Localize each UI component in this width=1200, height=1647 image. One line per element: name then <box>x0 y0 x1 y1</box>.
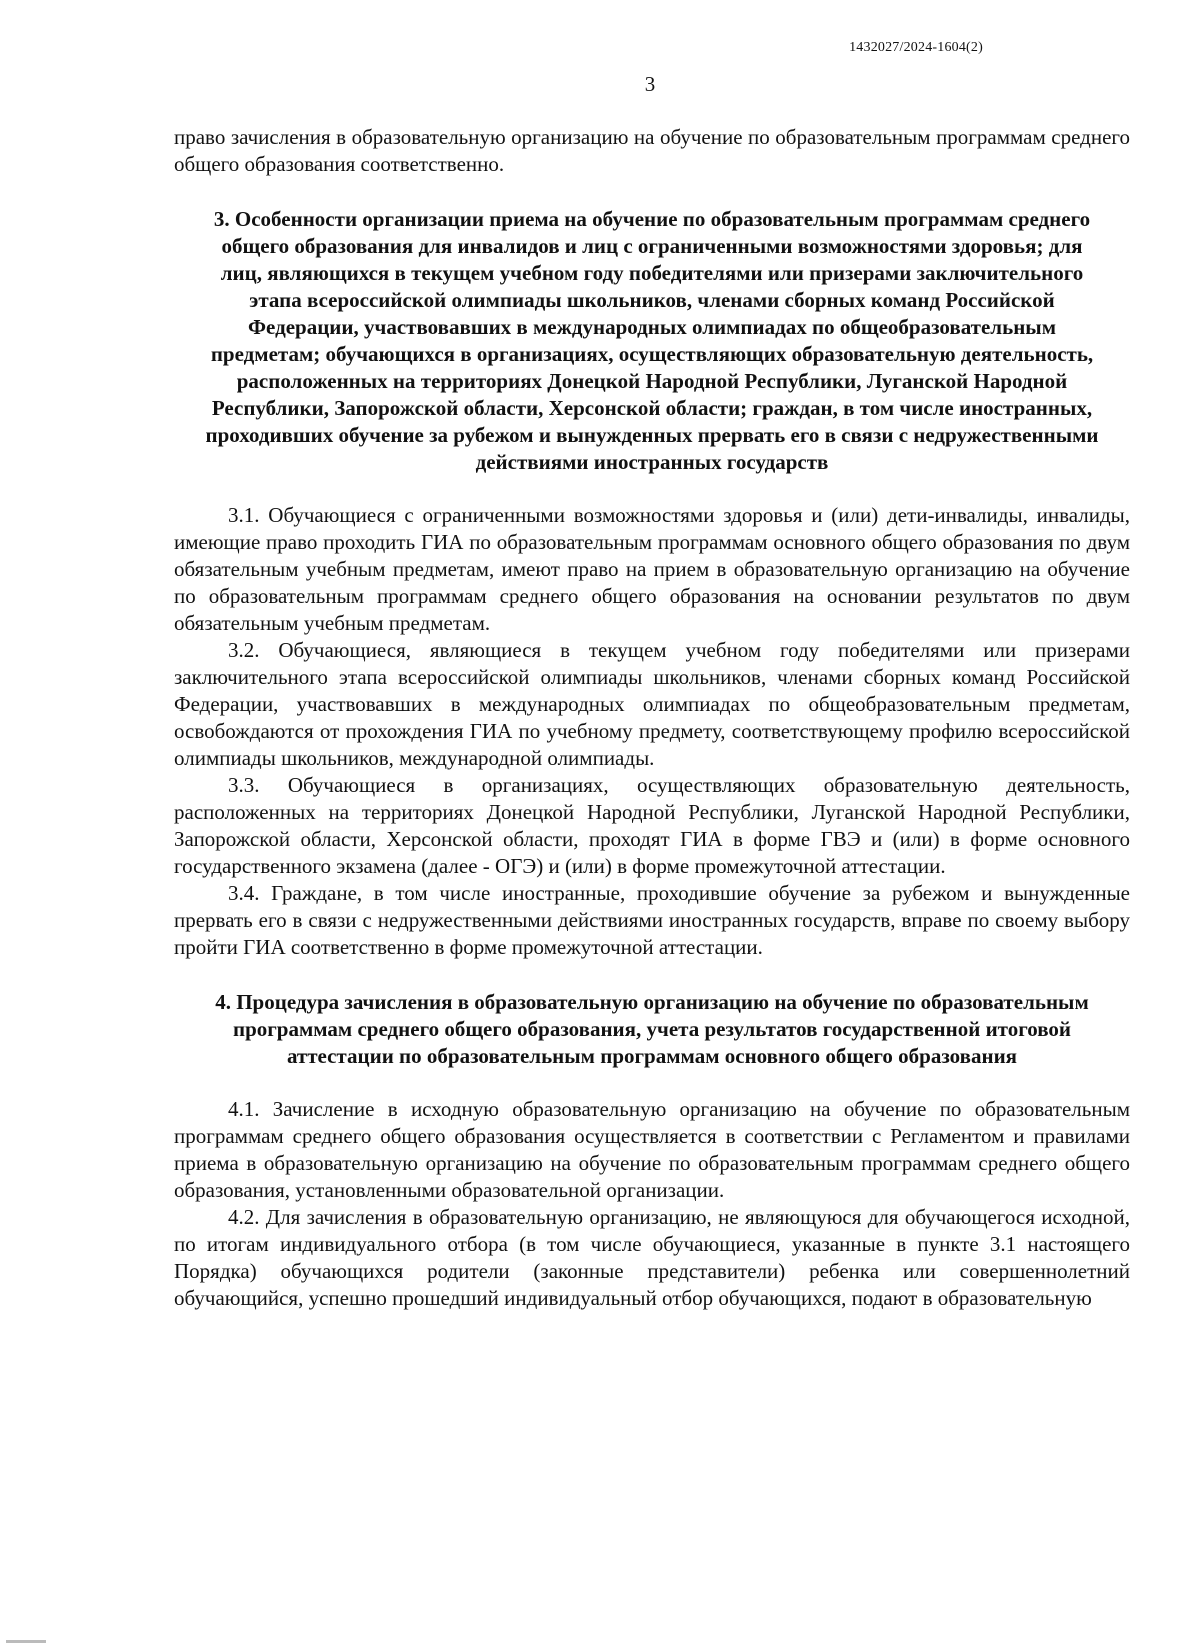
paragraph-4-2: 4.2. Для зачисления в образовательную организацию, не являющуюся для обучающегося исходной, по итогам индивидуального отбора (в том числе обучающиеся, указанные в пункте 3.1 настоящего Порядка) обучающихся родители (законные представители) ребенка или совершеннолетний обучающийся, успешно прошедший индивидуальный отбор обучающихся, подают в образовательную <box>174 1205 1130 1310</box>
spacer <box>174 1070 1130 1096</box>
spacer <box>174 476 1130 502</box>
spacer <box>174 961 1130 989</box>
paragraph-3-3: 3.3. Обучающиеся в организациях, осуществляющих образовательную деятельность, расположенных на территориях Донецкой Народной Республики, Луганской Народной Республики, Запорожской области, Херсонской области, проходят ГИА в форме ГВЭ и (или) в форме основного государственного экзамена (далее - ОГЭ) и (или) в форме промежуточной аттестации. <box>174 773 1130 878</box>
page-number: 3 <box>644 72 656 96</box>
document-body <box>174 124 1130 1312</box>
document-id: 1432027/2024-1604(2) <box>849 40 983 55</box>
paragraph-4-1: 4.1. Зачисление в исходную образовательную организацию на обучение по образовательным программам среднего общего образования осуществляется в соответствии с Регламентом и правилами приема в образовательную организацию на обучение по образовательным программам среднего общего образования, установленными образовательной организации. <box>174 1097 1130 1202</box>
scan-artifact <box>6 1640 46 1643</box>
section-3-heading: 3. Особенности организации приема на обучение по образовательным программам среднего общего образования для инвалидов и лиц с ограниченными возможностями здоровья; для лиц, являющихся в текущем учебном году победителями или призерами заключительного этапа всероссийской олимпиады школьников, членами сборных команд Российской Федерации, участвовавших в международных олимпиадах по общеобразовательным предметам; обучающихся в организациях, осуществляющих образовательную деятельность, расположенных на территориях Донецкой Народной Республики, Луганской Народной Республики, Запорожской области, Херсонской области; граждан, в том числе иностранных, проходивших обучение за рубежом и вынужденных прервать его в связи с недружественными действиями иностранных государств <box>205 207 1099 474</box>
spacer <box>174 178 1130 206</box>
paragraph-3-1: 3.1. Обучающиеся с ограниченными возможностями здоровья и (или) дети-инвалиды, инвалиды, имеющие право проходить ГИА по образовательным программам основного общего образования по двум обязательным учебным предметам, имеют право на прием в образовательную организацию на обучение по образовательным программам среднего общего образования на основании результатов по двум обязательным учебным предметам. <box>174 503 1130 635</box>
section-4-heading: 4. Процедура зачисления в образовательную организацию на обучение по образовательным программам среднего общего образования, учета результатов государственной итоговой аттестации по образовательным программам основного общего образования <box>215 990 1089 1068</box>
intro-paragraph: право зачисления в образовательную организацию на обучение по образовательным программам среднего общего образования соответственно. <box>174 125 1130 176</box>
paragraph-3-4: 3.4. Граждане, в том числе иностранные, проходившие обучение за рубежом и вынужденные прервать его в связи с недружественными действиями иностранных государств, вправе по своему выбору пройти ГИА соответственно в форме промежуточной аттестации. <box>174 881 1130 959</box>
paragraph-3-2: 3.2. Обучающиеся, являющиеся в текущем учебном году победителями или призерами заключительного этапа всероссийской олимпиады школьников, членами сборных команд Российской Федерации, участвовавших в международных олимпиадах по общеобразовательным предметам, освобождаются от прохождения ГИА по учебному предмету, соответствующему профилю всероссийской олимпиады школьников, международной олимпиады. <box>174 638 1130 770</box>
